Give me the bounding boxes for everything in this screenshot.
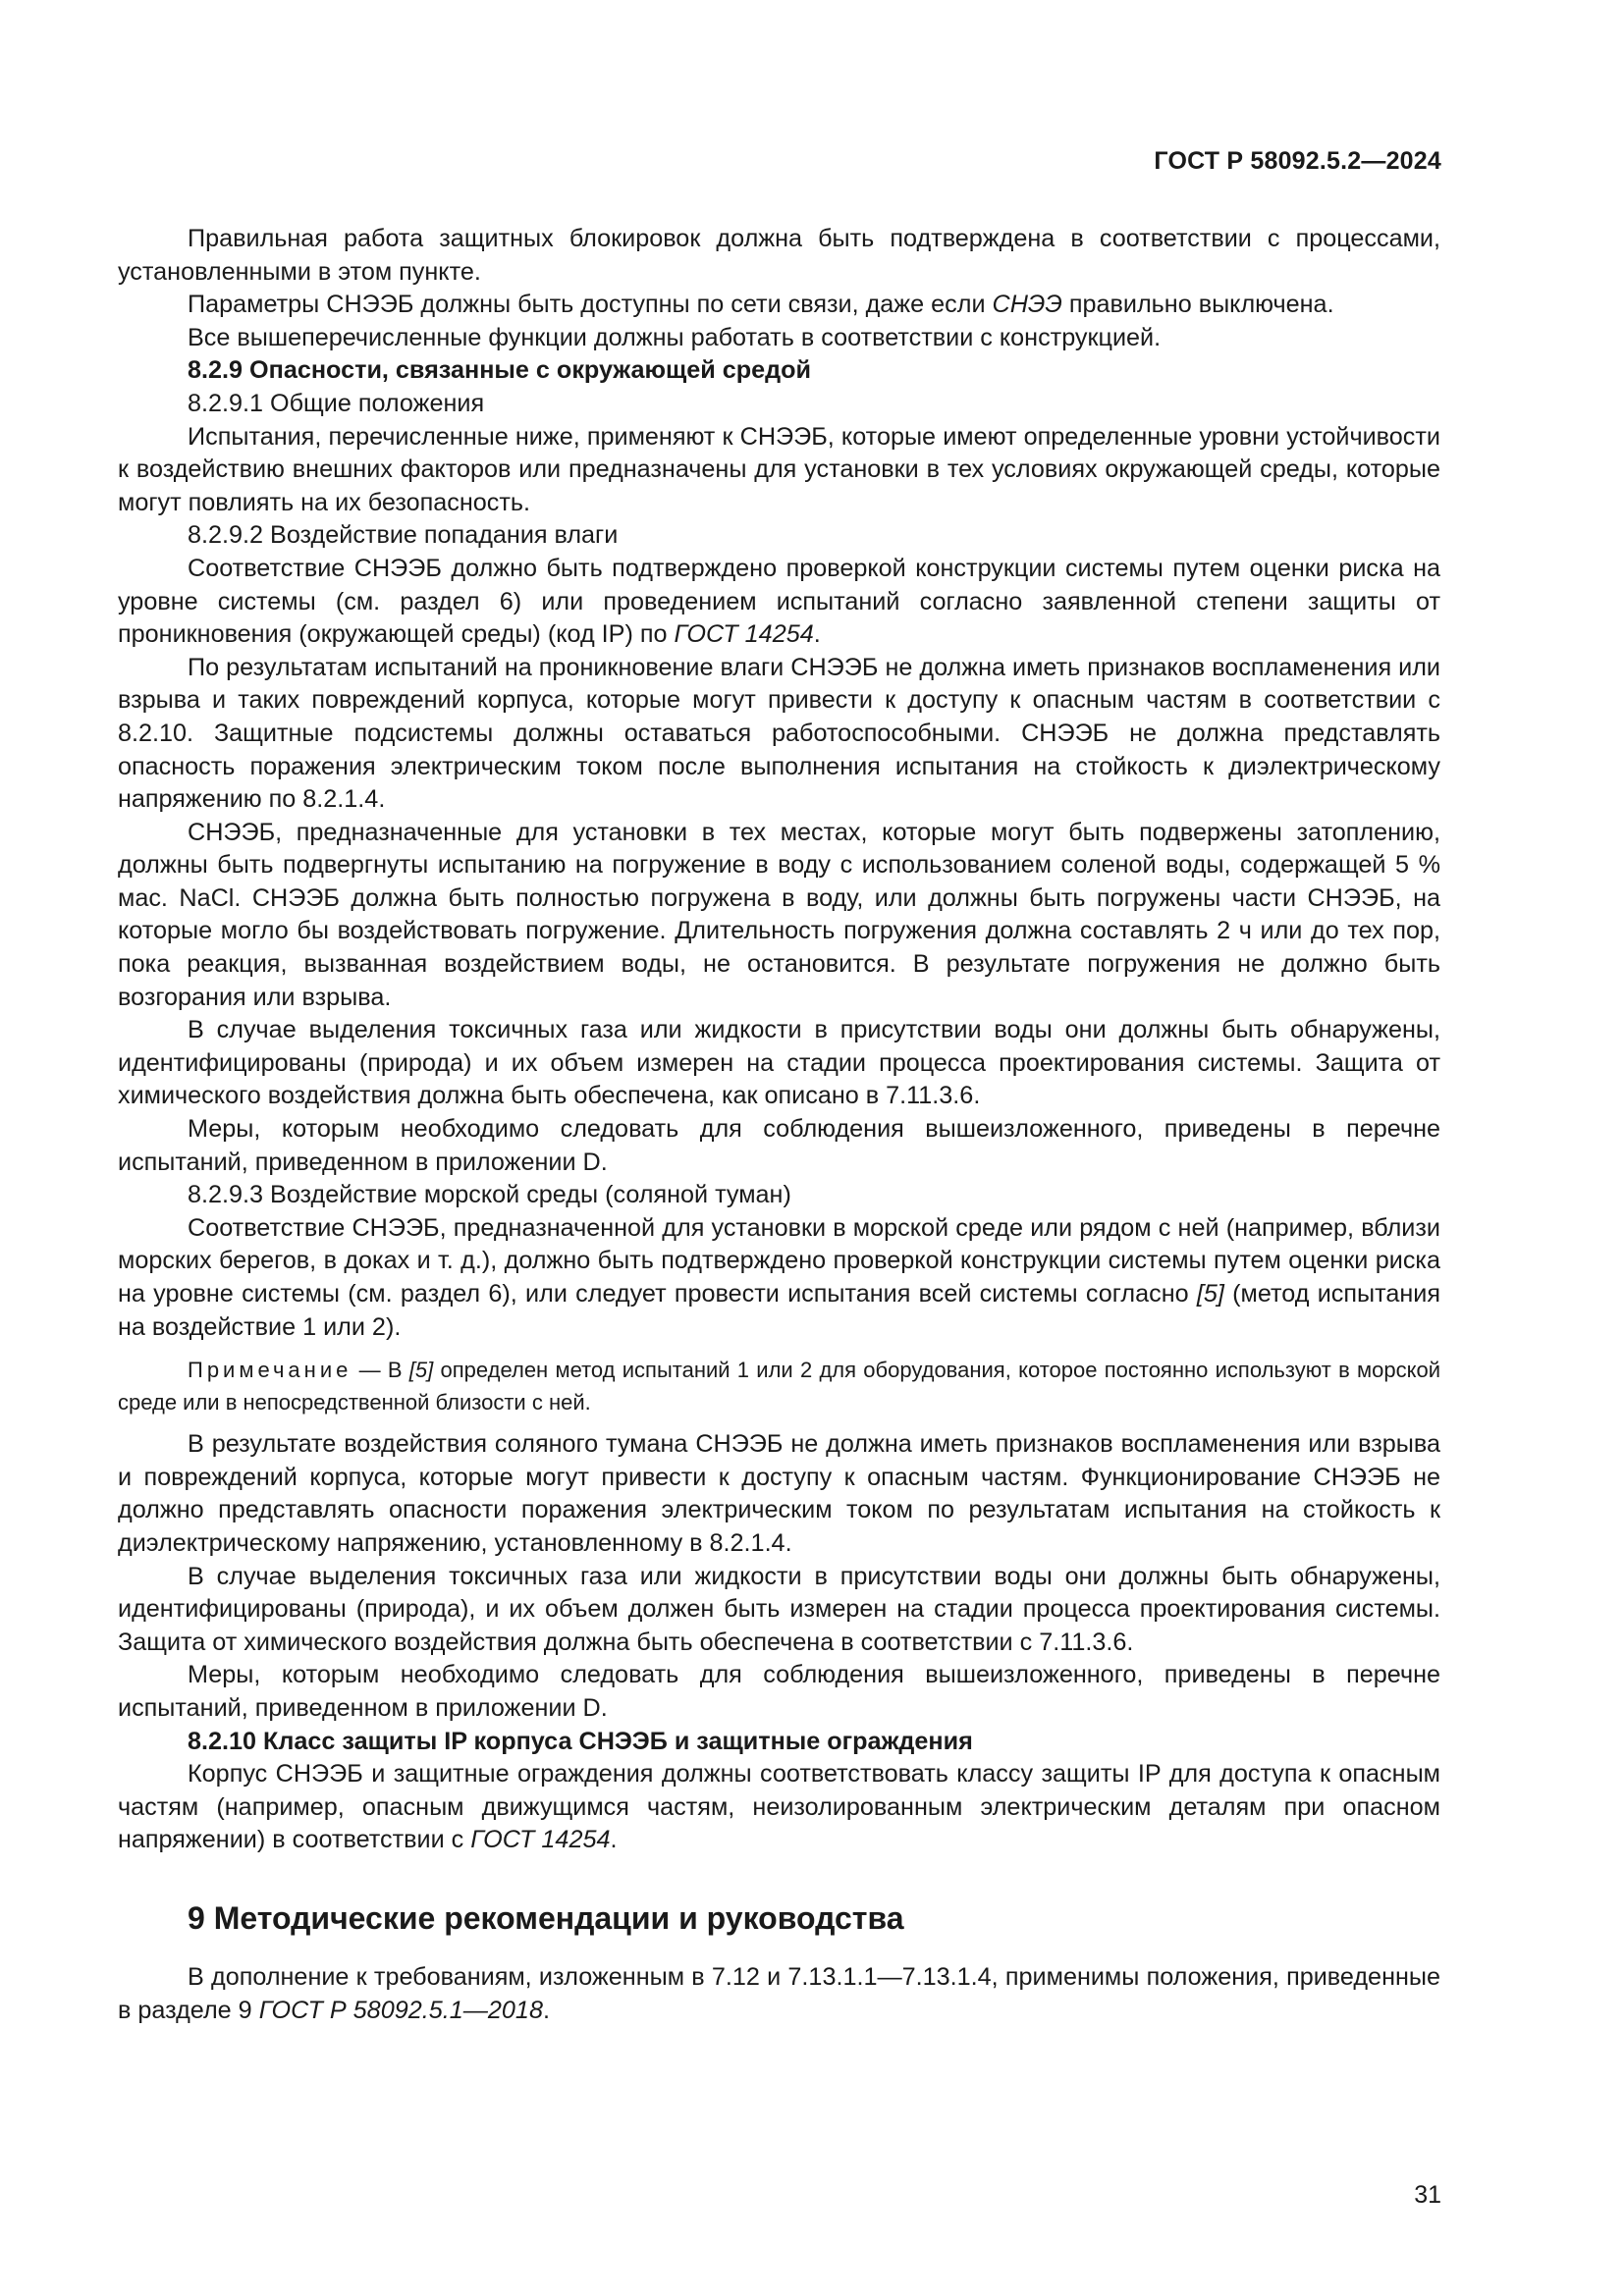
paragraph-enclosure-ip: Корпус СНЭЭБ и защитные ограждения должны соответствовать классу защиты IP для доступа к опасным частям (например, опасным движущимся частям, неизолированным электрическим деталям при опасном напряжении) в соответствии с ГОСТ 14254. xyxy=(118,1760,1440,1854)
page-body xyxy=(118,223,1440,2027)
paragraph-tests-general: Испытания, перечисленные ниже, применяют к СНЭЭБ, которые имеют определенные уровни устойчивости к воздействию внешних факторов или предназначены для установки в тех условиях окружающей среды, которые могут повлиять на их безопасность. xyxy=(118,422,1440,516)
paragraph-measures-annex: Меры, которым необходимо следовать для соблюдения вышеизложенного, приведены в перечне испытаний, приведенном в приложении D. xyxy=(118,1115,1440,1176)
paragraph-functions: Все вышеперечисленные функции должны работать в соответствии с конструкцией. xyxy=(188,323,1162,351)
italic-term: СНЭЭ xyxy=(992,291,1062,319)
paragraph-interlocks: Правильная работа защитных блокировок должна быть подтверждена в соответствии с процессами, установленными в этом пункте. xyxy=(118,225,1440,286)
paragraph-network-params: Параметры СНЭЭБ должны быть доступны по сети связи, даже если СНЭЭ правильно выключена. xyxy=(188,291,1334,319)
paragraph-toxic-gas-2: В случае выделения токсичных газа или жидкости в присутствии воды они должны быть обнаружены, идентифицированы (природа), и их объем должен быть измерен на стадии процесса проектирования системы. Защита от химического воздействия должна быть обеспечена в соответствии с 7.11.3.6. xyxy=(118,1562,1440,1656)
standard-reference: ГОСТ 14254 xyxy=(470,1826,611,1854)
bibliography-reference: [5] xyxy=(408,1358,434,1383)
heading-8-2-9: 8.2.9 Опасности, связанные с окружающей средой xyxy=(188,356,811,385)
paragraph-toxic-gas: В случае выделения токсичных газа или жидкости в присутствии воды они должны быть обнаружены, идентифицированы (природа) и их объем измерен на стадии процесса проектирования системы. Защита от химического воздействия должна быть обеспечена, как описано в 7.11.3.6. xyxy=(118,1016,1440,1110)
paragraph-measures-annex-2: Меры, которым необходимо следовать для соблюдения вышеизложенного, приведены в перечне испытаний, приведенном в приложении D. xyxy=(118,1661,1440,1722)
paragraph-section-9: В дополнение к требованиям, изложенным в 7.12 и 7.13.1.1—7.13.1.4, применимы положения, приведенные в разделе 9 ГОСТ Р 58092.5.1—2018. xyxy=(118,1962,1440,2024)
paragraph-moisture-results: По результатам испытаний на проникновение влаги СНЭЭБ не должна иметь признаков воспламенения или взрыва и таких повреждений корпуса, которые могут привести к доступу к опасным частям в соответствии с 8.2.10. Защитные подсистемы должны оставаться работоспособными. СНЭЭБ не должна представлять опасность поражения электрическим током после выполнения испытания на стойкость к диэлектрическому напряжению по 8.2.1.4. xyxy=(118,653,1440,814)
standard-reference: ГОСТ Р 58092.5.1—2018 xyxy=(258,1996,543,2024)
heading-8-2-9-1: 8.2.9.1 Общие положения xyxy=(188,389,485,417)
section-9-title: 9 Методические рекомендации и руководства xyxy=(188,1899,904,1936)
standard-reference: ГОСТ 14254 xyxy=(674,620,814,649)
heading-8-2-10: 8.2.10 Класс защиты IP корпуса СНЭЭБ и защитные ограждения xyxy=(188,1727,973,1755)
note-label: Примечание xyxy=(188,1358,352,1383)
heading-8-2-9-3: 8.2.9.3 Воздействие морской среды (соляной туман) xyxy=(188,1181,791,1209)
bibliography-reference: [5] xyxy=(1196,1280,1224,1308)
paragraph-ip-compliance: Соответствие СНЭЭБ должно быть подтверждено проверкой конструкции системы путем оценки риска на уровне системы (см. раздел 6) или проведением испытаний согласно заявленной степени защиты от проникновения (окружающей среды) (код IP) по ГОСТ 14254. xyxy=(118,554,1440,649)
standard-code-header: ГОСТ Р 58092.5.2—2024 xyxy=(1154,147,1441,175)
note: Примечание — В [5] определен метод испытаний 1 или 2 для оборудования, которое постоянно используют в морской среде или в непосредственной близости с ней. xyxy=(118,1358,1440,1415)
paragraph-marine-environment: Соответствие СНЭЭБ, предназначенной для установки в морской среде или рядом с ней (например, вблизи морских берегов, в доках и т. д.), должно быть подтверждено проверкой конструкции системы путем оценки риска на уровне системы (см. раздел 6), или следует провести испытания всей системы согласно [5] (метод испытания на воздействие 1 или 2). xyxy=(118,1213,1441,1341)
heading-8-2-9-2: 8.2.9.2 Воздействие попадания влаги xyxy=(188,521,619,550)
paragraph-immersion-test: СНЭЭБ, предназначенные для установки в тех местах, которые могут быть подвержены затоплению, должны быть подвергнуты испытанию на погружение в воду с использованием соленой воды, содержащей 5 % мас. NaCl. СНЭЭБ должна быть полностью погружена в воду, или должны быть погружены части СНЭЭБ, на которые могло бы воздействовать погружение. Длительность погружения должна составлять 2 ч или до тех пор, пока реакция, вызванная воздействием воды, не остановится. В результате погружения не должно быть возгорания или взрыва. xyxy=(118,818,1440,1011)
page-number: 31 xyxy=(1414,2181,1441,2209)
paragraph-salt-fog-results: В результате воздействия соляного тумана СНЭЭБ не должна иметь признаков воспламенения или взрыва и повреждений корпуса, которые могут привести к доступу к опасным частям. Функционирование СНЭЭБ не должно представлять опасности поражения электрическим током по результатам испытания на стойкость к диэлектрическому напряжению, установленному в 8.2.1.4. xyxy=(118,1430,1440,1557)
